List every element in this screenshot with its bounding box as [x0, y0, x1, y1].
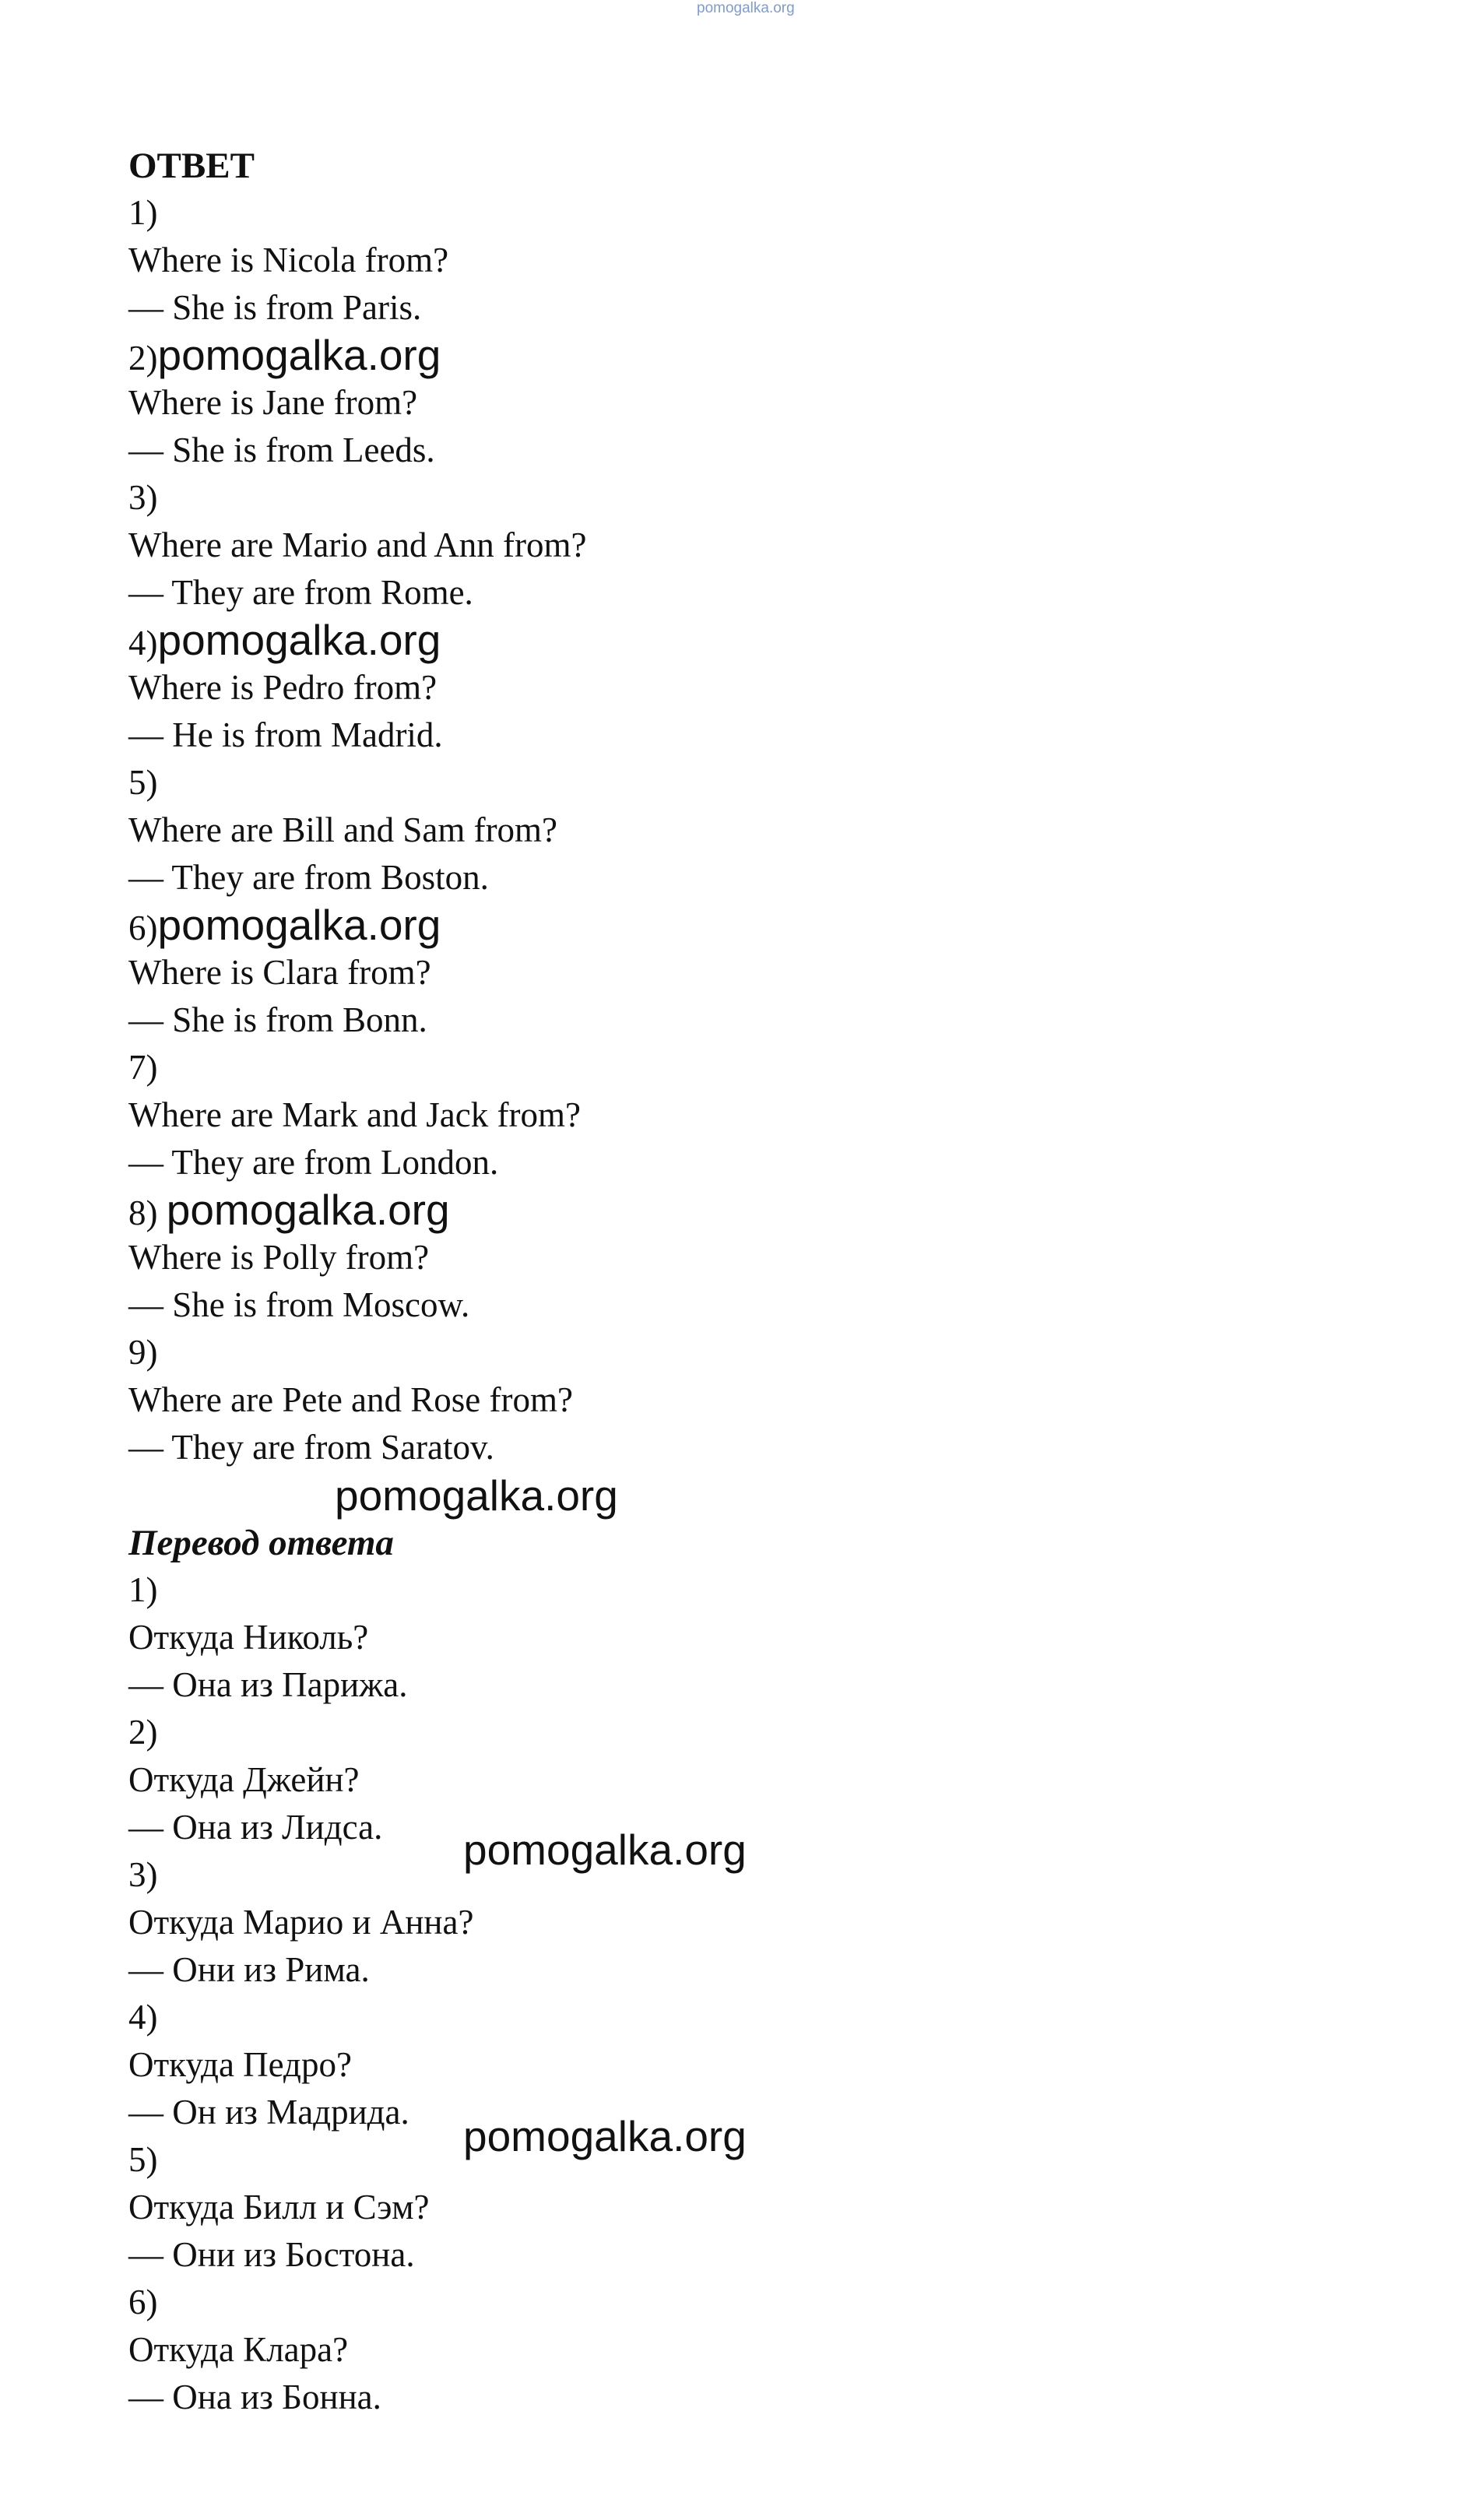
- answer-item: [128, 617, 985, 759]
- translation-reply: — Она из Парижа.: [128, 1665, 408, 1704]
- answer-question: Where are Mario and Ann from?: [128, 525, 587, 564]
- translation-number: 5): [128, 2140, 158, 2179]
- answer-number: 8): [128, 1193, 158, 1232]
- translation-number: 4): [128, 1998, 158, 2037]
- translation-heading: Перевод ответа: [128, 1523, 394, 1563]
- answer-number: 9): [128, 1333, 158, 1372]
- answer-list: [128, 189, 985, 1471]
- answer-number: 6): [128, 909, 158, 947]
- translation-question: Откуда Педро?: [128, 2045, 352, 2084]
- answer-question: Where is Jane from?: [128, 383, 418, 422]
- translation-reply: — Он из Мадрида.: [128, 2093, 409, 2132]
- answer-number: 2): [128, 339, 158, 378]
- answer-heading: ОТВЕТ: [128, 146, 255, 186]
- answer-question: Where is Polly from?: [128, 1238, 430, 1277]
- answer-question: Where is Clara from?: [128, 953, 431, 992]
- translation-question: Откуда Джейн?: [128, 1760, 360, 1799]
- answer-number: 3): [128, 478, 158, 517]
- translation-question: Откуда Билл и Сэм?: [128, 2188, 430, 2227]
- answer-reply: — They are from Saratov.: [128, 1428, 494, 1467]
- translation-number: 6): [128, 2283, 158, 2321]
- answer-number: 5): [128, 763, 158, 802]
- translation-reply: — Они из Рима.: [128, 1950, 370, 1989]
- answer-item: [128, 474, 985, 617]
- watermark: pomogalka.org: [157, 331, 441, 379]
- answer-question: Where are Mark and Jack from?: [128, 1095, 581, 1134]
- translation-item: [128, 2279, 985, 2421]
- answer-reply: — She is from Leeds.: [128, 431, 435, 469]
- answer-reply: — He is from Madrid.: [128, 715, 443, 754]
- middle-watermark: pomogalka.org: [335, 1471, 618, 1520]
- answer-question: Where is Pedro from?: [128, 668, 438, 707]
- translation-number: 1): [128, 1570, 158, 1609]
- answer-reply: — She is from Bonn.: [128, 1000, 427, 1039]
- translation-question: Откуда Клара?: [128, 2330, 349, 2369]
- translation-reply: — Они из Бостона.: [128, 2235, 415, 2274]
- answer-question: Where are Pete and Rose from?: [128, 1380, 573, 1419]
- translation-question: Откуда Николь?: [128, 1618, 369, 1657]
- answer-reply: — They are from Rome.: [128, 573, 473, 612]
- answer-reply: — She is from Moscow.: [128, 1285, 470, 1324]
- watermark: pomogalka.org: [157, 901, 441, 949]
- answer-item: [128, 1044, 985, 1186]
- answer-item: [128, 1329, 985, 1471]
- answer-number: 4): [128, 624, 158, 663]
- translation-item: [128, 1566, 985, 1709]
- translation-number: 2): [128, 1713, 158, 1752]
- translation-number: 3): [128, 1855, 158, 1894]
- watermark: pomogalka.org: [157, 616, 441, 664]
- watermark: pomogalka.org: [463, 2112, 747, 2160]
- answer-reply: — They are from London.: [128, 1143, 499, 1182]
- answer-reply: — She is from Paris.: [128, 288, 422, 327]
- answer-page: [128, 142, 985, 2421]
- answer-item: [128, 189, 985, 332]
- answer-number: 1): [128, 193, 158, 232]
- translation-reply: — Она из Лидса.: [128, 1808, 383, 1847]
- watermark: pomogalka.org: [166, 1186, 450, 1234]
- answer-number: 7): [128, 1048, 158, 1087]
- translation-question: Откуда Марио и Анна?: [128, 1903, 474, 1942]
- answer-item: [128, 1186, 985, 1329]
- translation-reply: — Она из Бонна.: [128, 2378, 381, 2416]
- answer-question: Where is Nicola from?: [128, 241, 449, 279]
- answer-item: [128, 759, 985, 902]
- answer-item: [128, 902, 985, 1044]
- answer-question: Where are Bill and Sam from?: [128, 810, 558, 849]
- top-watermark: pomogalka.org: [697, 0, 795, 16]
- answer-reply: — They are from Boston.: [128, 858, 489, 897]
- translation-list: [128, 1566, 985, 2421]
- answer-item: [128, 332, 985, 474]
- watermark: pomogalka.org: [463, 1826, 747, 1874]
